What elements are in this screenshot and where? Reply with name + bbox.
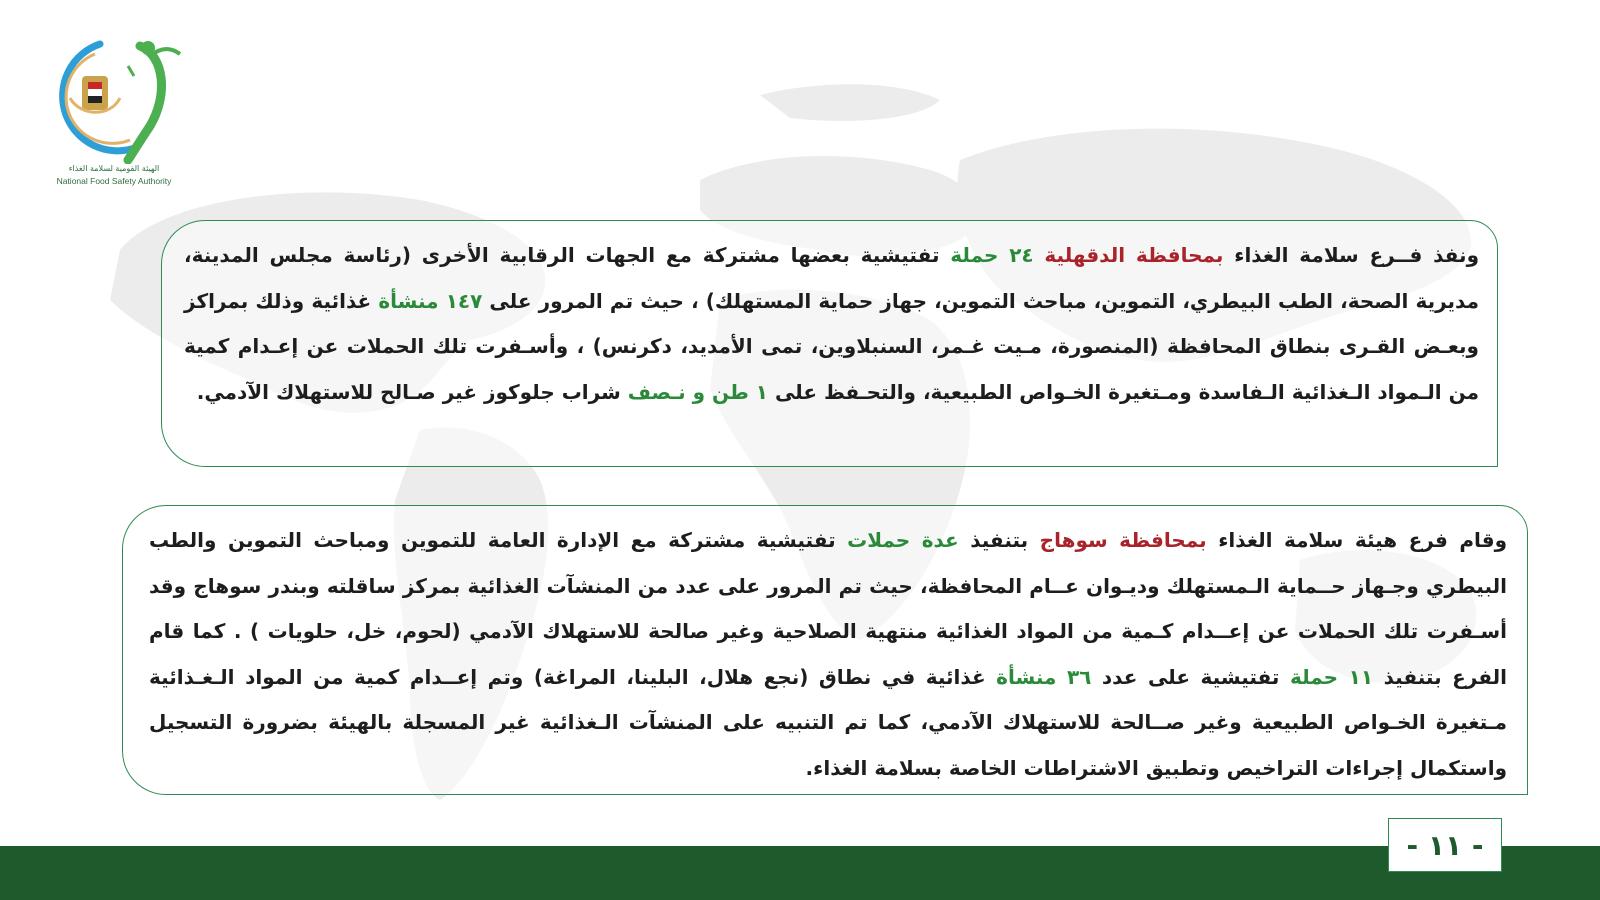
dakahlia-campaign-box [161,220,1498,467]
paragraph-text: ونفذ فــرع سلامة الغذاء [1223,243,1480,267]
footer-band [0,846,1600,900]
highlight-figure: ٣٦ منشأة [996,664,1092,689]
paragraph-text: تفتيشية بعضها مشتركة مع الجهات الرقابية الأخرى (رئاسة مجلس المدينة، مديرية الصحة، الطب البيطري، التموين، مباحث التموين، جهاز حماية المستهلك) ، حيث تم المرور على [184,243,1479,313]
highlight-governorate: بمحافظة سوهاج [1039,528,1207,552]
sohag-campaign-box [122,505,1528,795]
highlight-figure: ١ طن و نـصف [627,379,768,404]
paragraph-text: شراب جلوكوز غير صـالح للاستهلاك الآدمي. [196,379,628,404]
highlight-figure: ١٤٧ منشأة [378,288,483,313]
paragraph-text: غذائية وذلك بمراكز وبعـض القـرى بنطاق المحافظة (المنصورة، مـيت غـمر، السنبلاوين، تمى الأمديد، دكرنس) ، وأسـفرت تلك الحملات عن إعـدام كمية من الـمواد الـغذائية الـفاسدة ومـتغيرة الخـواص الطبيعية، والتحـفظ على [184,288,1479,404]
paragraph-text: وقام فرع هيئة سلامة الغذاء [1206,528,1508,552]
svg-text:NFSA: NFSA [135,84,155,117]
page-number: - ١١ - [1388,818,1502,872]
paragraph-text: غذائية في نطاق (نجع هلال، البلينا، المراغة) وتم إعــدام كمية من المواد الـغـذائية مـتغيرة الخـواص الطبيعية وغير صــالحة للاستهلاك الآدمي، كما تم التنبيه على المنشآت الـغذائية غير المسجلة بالهيئة بضرورة التسجيل واستكمال إجراءات التراخيص وتطبيق الاشتراطات الخاصة بسلامة الغذاء. [149,664,1507,780]
paragraph-text: تفتيشية على عدد [1091,664,1290,689]
logo-english-name: National Food Safety Authority [56,176,172,186]
sohag-paragraph [149,518,1507,791]
highlight-figure: ١١ حملة [1289,664,1374,689]
highlight-figure: ٢٤ حملة [950,243,1034,267]
dakahlia-paragraph [184,233,1479,415]
nfsa-emblem-icon [40,36,190,164]
highlight-governorate: بمحافظة الدقهلية [1044,243,1224,267]
logo-arabic-name: الهيئة القومية لسلامة الغذاء [68,164,160,173]
paragraph-text: بتنفيذ [958,528,1040,552]
nfsa-logo [40,36,190,196]
highlight-figure: عدة حملات [847,528,959,552]
paragraph-text: تفتيشية مشتركة مع الإدارة العامة للتموين ومباحث التموين والطب البيطري وجـهاز حــماية الـمستهلك وديـوان عــام المحافظة، حيث تم المرور على عدد من المنشآت الغذائية بمركز ساقلته وبندر سوهاج وقد أسـفرت تلك الحملات عن إعــدام كـمية من المواد الغذائية منتهية الصلاحية وغير صالحة للاستهلاك الآدمي (لحوم، خل، حلويات ) . كما قام الفرع بتنفيذ [149,528,1507,689]
paragraph-text [1034,243,1045,267]
